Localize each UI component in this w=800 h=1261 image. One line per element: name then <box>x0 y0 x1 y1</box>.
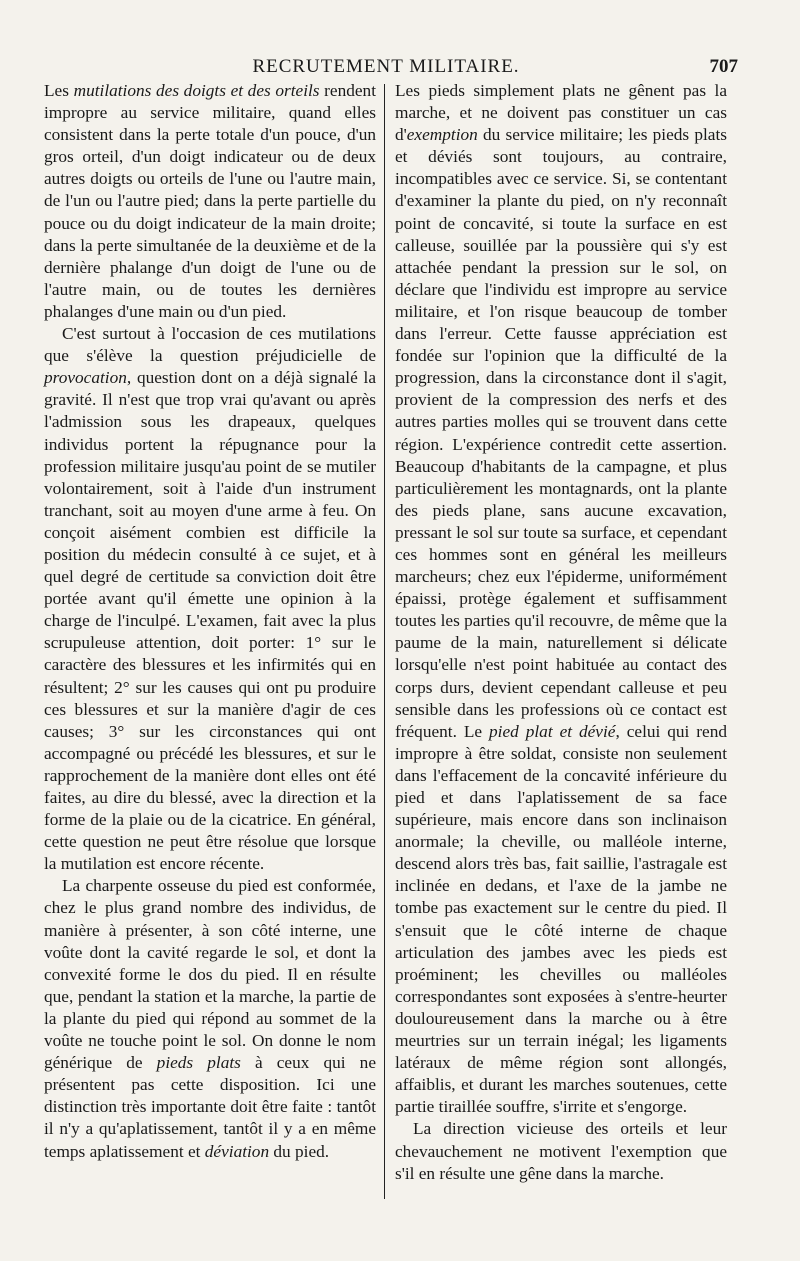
text-run: rendent impropre au service militaire, quand elles consistent dans la perte totale d'un pouce, d'un gros orteil, d'un doigt indicateur ou de deux autres doigts ou orteils de l'une ou l'autre main, de l'un ou l'autre pied; dans la perte partielle du pouce ou du doigt indicateur de la main droite; dans la perte simultanée de la deuxième et de la dernière phalange d'un doigt de l'une ou de l'autre main, ou de toutes les dernières phalanges d'une main ou d'un pied. <box>44 81 376 321</box>
text-run: La direction vicieuse des orteils et leur chevauchement ne motivent l'exemption que s'il en résulte une gêne dans la marche. <box>395 1119 727 1183</box>
text-run: , celui qui rend impropre à être soldat, consiste non seulement dans l'effacement de la concavité inférieure du pied et dans l'aplatissement de sa face supérieure, mais encore dans son inclinaison anormale; la cheville, ou malléole interne, descend alors très bas, fait saillie, l'astragale est inclinée en dedans, et l'axe de la jambe ne tombe pas exactement sur le centre du pied. Il s'ensuit que le côté interne de chaque articulation des jambes avec les pieds est proéminent; les chevilles ou malléoles correspondantes sont exposées à s'entre-heurter douloureusement dans la marche ou à être meurtries sur un terrain inégal; les ligaments latéraux de même région sont allongés, affaiblis, et durant les marches soutenues, cette partie tiraillée souffre, s'irrite et s'engorge. <box>395 721 727 1117</box>
italic-text: déviation <box>204 1141 270 1161</box>
paragraph <box>395 1118 727 1184</box>
italic-text: pied plat et dévié <box>489 721 616 741</box>
paragraph <box>44 875 376 1162</box>
italic-text: mutilations des doigts et des orteils <box>73 81 320 100</box>
left-column <box>44 80 376 1163</box>
page-number: 707 <box>709 56 738 77</box>
right-column <box>395 80 727 1185</box>
text-run: , question dont on a déjà signalé la gravité. Il n'est que trop vrai qu'avant ou après l'admission sous les drapeaux, quelques individus portent la répugnance pour la profession militaire jusqu'au point de se mutiler volontairement, soit à l'aide d'un instrument tranchant, soit au moyen d'une arme à feu. On conçoit aisément combien est difficile la position du médecin consulté à ce sujet, et à quel degré de certitude sa conviction doit être portée avant qu'il émette une opinion à la charge de l'inculpé. L'examen, fait avec la plus scrupuleuse attention, doit porter: 1° sur le caractère des blessures et les infirmités qui en résultent; 2° sur les causes qui ont pu produire ces blessures et sur la manière d'agir de ces causes; 3° sur les circonstances qui ont accompagné ou précédé les blessures, et sur le rapprochement de la manière dont elles ont été faites, au dire du blessé, avec la direction et la forme de la plaie ou de la cicatrice. En général, cette question ne peut être résolue que lorsque la mutilation est encore récente. <box>44 368 376 874</box>
column-divider <box>384 84 385 1199</box>
paragraph <box>44 80 376 323</box>
paragraph <box>395 80 727 1118</box>
text-run: à ceux qui ne présentent pas cette disposition. Ici une distinction très importante doit être faite : tantôt il n'y a qu'aplatissement, tantôt il y a en même temps aplatissement et <box>44 1053 376 1161</box>
text-run: Les <box>44 81 74 100</box>
text-run: C'est surtout à l'occasion de ces mutilations que s'élève la question préjudicielle de <box>44 324 376 366</box>
text-run: La charpente osseuse du pied est conformée, chez le plus grand nombre des individus, de manière à présenter, à son côté interne, une voûte dont la cavité regarde le sol, et dont la convexité forme le dos du pied. Il en résulte que, pendant la station et la marche, la partie de la plante du pied qui répond au sommet de la voûte ne touche point le sol. On donne le nom générique de <box>44 876 376 1073</box>
running-header <box>40 56 738 80</box>
italic-text: provocation <box>44 368 127 388</box>
running-title: RECRUTEMENT MILITAIRE. <box>252 56 520 77</box>
italic-text: pieds plats <box>156 1053 241 1073</box>
text-run: du pied. <box>269 1141 330 1161</box>
text-run: du service militaire; les pieds plats et déviés sont toujours, au contraire, incompatibles avec ce service. Si, se contentant d'examiner la plante du pied, on n'y reconnaît point de concavité, si toute la surface en est calleuse, souillée par la poussière qui s'y est attachée pendant la pression sur le sol, on déclare que l'individu est impropre au service militaire, et l'on risque beaucoup de tomber dans l'erreur. Cette fausse appréciation est fondée sur l'opinion que la difficulté de la progression, dans la circonstance dont il s'agit, provient de la compression des nerfs et des autres parties molles qui se trouvent dans cette région. L'expérience contredit cette assertion. Beaucoup d'habitants de la campagne, et plus particulièrement les montagnards, ont la plante des pieds plane, sans aucune excavation, pressant le sol sur toute sa surface, et cependant ces hommes sont en général les meilleurs marcheurs; chez eux l'épiderme, uniformément épaissi, protège également et suffisamment toutes les parties qu'il recouvre, de même que la paume de la main, naturellement si délicate lorsqu'elle n'est point habituée au contact des corps durs, devient cependant calleuse et peu sensible dans les professions où ce contact est fréquent. Le <box>395 125 727 741</box>
paragraph <box>44 323 376 875</box>
text-run: Les pieds simplement plats ne gênent pas la marche, et ne doivent pas constituer un cas d' <box>395 81 727 145</box>
italic-text: exemption <box>406 125 478 145</box>
